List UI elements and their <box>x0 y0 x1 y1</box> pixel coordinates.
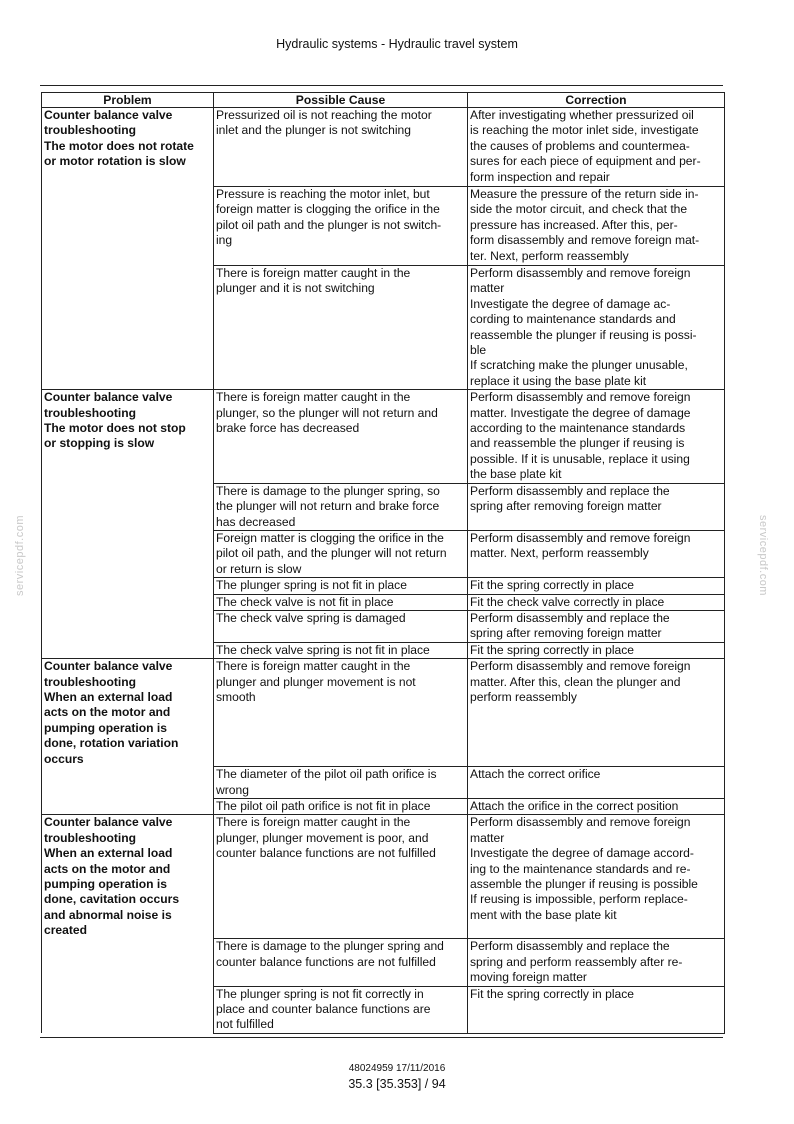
problem-cell: Counter balance valve troubleshooting The motor does not stop or stopping is slow <box>42 390 214 659</box>
cause-cell: There is foreign matter caught in the plunger, plunger movement is poor, and counter balance functions are not fulfilled <box>214 815 468 939</box>
problem-cell: Counter balance valve troubleshooting When an external load acts on the motor and pumping operation is done, cavitation occurs and abnormal noise is created <box>42 815 214 1033</box>
table-row <box>42 108 725 187</box>
page-header-title: Hydraulic systems - Hydraulic travel system <box>276 37 518 51</box>
correction-cell: Fit the check valve correctly in place <box>468 594 725 610</box>
correction-cell: Perform disassembly and remove foreign matter. Investigate the degree of damage according to the maintenance standards and reassemble the plunger if reusing is possible. If it is unusable, replace it using the base plate kit <box>468 390 725 483</box>
cause-cell: There is damage to the plunger spring, so the plunger will not return and brake force has decreased <box>214 483 468 530</box>
table-row <box>42 659 725 767</box>
header-rule <box>40 85 723 86</box>
cause-cell: The pilot oil path orifice is not fit in place <box>214 798 468 814</box>
problem-cell: Counter balance valve troubleshooting The motor does not rotate or motor rotation is slow <box>42 108 214 390</box>
correction-cell: Fit the spring correctly in place <box>468 642 725 658</box>
correction-cell: Perform disassembly and remove foreign matter Investigate the degree of damage accord- ing to the maintenance standards and re- assemble the plunger if reusing is possible If reusing is impossible, perform replace- ment with the base plate kit <box>468 815 725 939</box>
cause-cell: There is foreign matter caught in the plunger and plunger movement is not smooth <box>214 659 468 767</box>
table-row <box>42 815 725 939</box>
correction-cell: Perform disassembly and remove foreign matter. Next, perform reassembly <box>468 530 725 577</box>
correction-cell: Perform disassembly and replace the spring after removing foreign matter <box>468 483 725 530</box>
cause-cell: Pressurized oil is not reaching the motor inlet and the plunger is not switching <box>214 108 468 187</box>
cause-cell: The plunger spring is not fit correctly in place and counter balance functions are not fulfilled <box>214 986 468 1033</box>
cause-cell: Pressure is reaching the motor inlet, but foreign matter is clogging the orifice in the pilot oil path and the plunger is not switch- ing <box>214 187 468 266</box>
problem-cell: Counter balance valve troubleshooting When an external load acts on the motor and pumping operation is done, rotation variation occurs <box>42 659 214 815</box>
troubleshooting-table <box>41 92 725 1034</box>
correction-cell: Attach the orifice in the correct position <box>468 798 725 814</box>
correction-cell: Perform disassembly and replace the spring and perform reassembly after re- moving foreign matter <box>468 939 725 986</box>
cause-cell: There is foreign matter caught in the plunger and it is not switching <box>214 266 468 390</box>
watermark-left: servicepdf.com <box>14 515 26 596</box>
table-header-row <box>42 93 725 108</box>
correction-cell: Fit the spring correctly in place <box>468 986 725 1033</box>
footer-document-code: 48024959 17/11/2016 <box>348 1063 446 1074</box>
correction-cell: Perform disassembly and remove foreign matter. After this, clean the plunger and perform reassembly <box>468 659 725 767</box>
correction-cell: Perform disassembly and remove foreign matter Investigate the degree of damage ac- cording to maintenance standards and reassemble the plunger if reusing is possi- ble If scratching make the plunger unusable, replace it using the base plate kit <box>468 266 725 390</box>
cause-cell: The check valve spring is damaged <box>214 610 468 642</box>
correction-cell: Perform disassembly and replace the spring after removing foreign matter <box>468 610 725 642</box>
cause-cell: Foreign matter is clogging the orifice in the pilot oil path, and the plunger will not return or return is slow <box>214 530 468 577</box>
footer-page-number: 35.3 [35.353] / 94 <box>348 1077 446 1091</box>
correction-cell: Measure the pressure of the return side in- side the motor circuit, and check that the pressure has increased. After this, per- form disassembly and remove foreign mat- ter. Next, perform reassembly <box>468 187 725 266</box>
column-header-possible-cause: Possible Cause <box>214 93 468 108</box>
cause-cell: There is foreign matter caught in the plunger, so the plunger will not return and brake force has decreased <box>214 390 468 483</box>
cause-cell: The check valve is not fit in place <box>214 594 468 610</box>
table-row <box>42 390 725 483</box>
correction-cell: After investigating whether pressurized oil is reaching the motor inlet side, investigate the causes of problems and countermea- sures for each piece of equipment and per- form inspection and repair <box>468 108 725 187</box>
correction-cell: Attach the correct orifice <box>468 767 725 799</box>
cause-cell: The check valve spring is not fit in place <box>214 642 468 658</box>
cause-cell: There is damage to the plunger spring and counter balance functions are not fulfilled <box>214 939 468 986</box>
column-header-correction: Correction <box>468 93 725 108</box>
watermark-right: servicepdf.com <box>757 515 769 596</box>
footer-rule <box>40 1037 723 1038</box>
cause-cell: The plunger spring is not fit in place <box>214 578 468 594</box>
correction-cell: Fit the spring correctly in place <box>468 578 725 594</box>
cause-cell: The diameter of the pilot oil path orifice is wrong <box>214 767 468 799</box>
column-header-problem: Problem <box>42 93 214 108</box>
